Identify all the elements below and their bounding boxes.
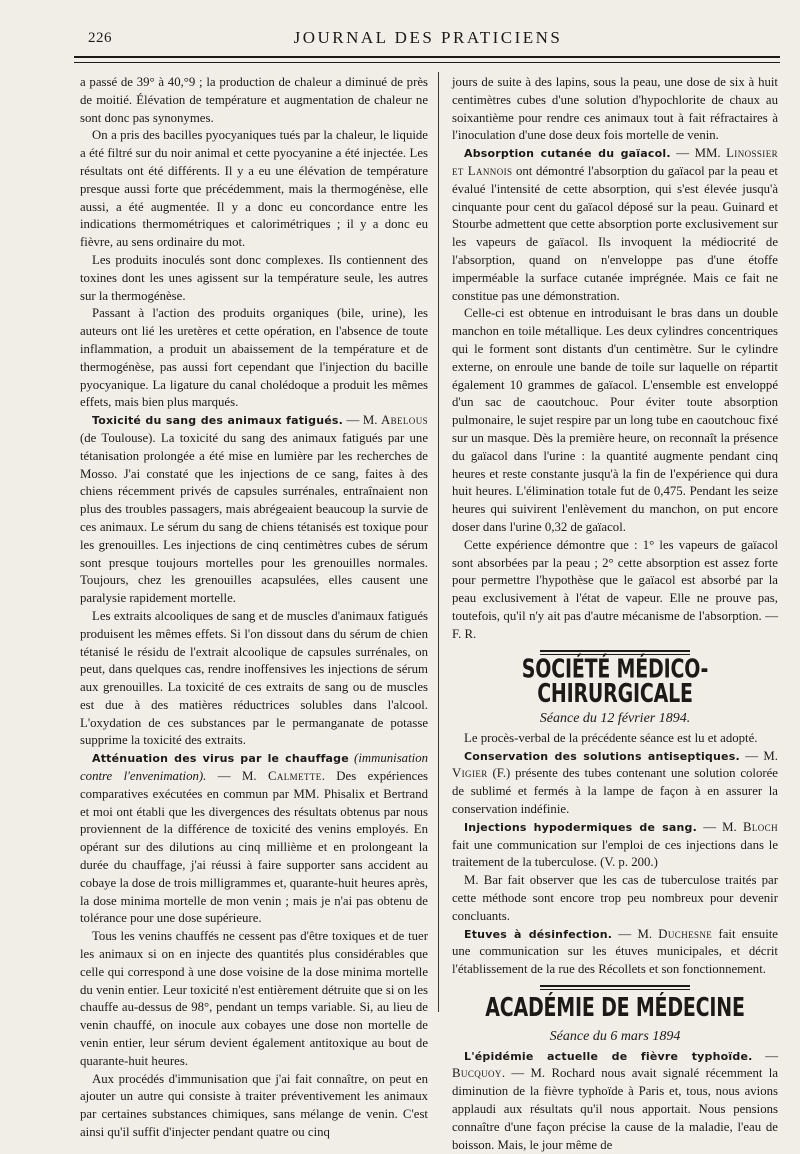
separator: — M. (206, 769, 268, 784)
paragraph-text: M. Bar fait observer que les cas de tuberculose traités par cette méthode sont encore trop peu nombreux pour devenir concluants. (452, 873, 778, 923)
seance-date-2: Séance du 6 mars 1894 (549, 1028, 681, 1044)
paragraph-text: a passé de 39° à 40,°9 ; la production de chaleur a diminué de près de moitié. Élévation de température et augmentation de chaleur ne sont donc pas synonymes. (80, 75, 428, 125)
section-ornament (540, 985, 690, 990)
author-name: Bloch (742, 819, 778, 834)
paragraph (80, 305, 428, 412)
author-name: Duchesne (658, 926, 713, 941)
right-column-top (452, 74, 778, 644)
seance-date-1: Séance du 12 février 1894. (539, 711, 691, 727)
paragraph-heading-italic: (immunisation contre l'envenimation). (80, 751, 428, 784)
paragraph (80, 252, 428, 305)
paragraph-heading: Absorption cutanée du gaïacol. (464, 147, 671, 161)
paragraph-text: On a pris des bacilles pyocyaniques tués par la chaleur, le liquide a été filtré sur du noir animal et cette pyocyanine a été injectée. Les résultats ont été différents. Il y a eu une élévation de température presque aussi forte que précédemment, mais la thermogénèse, elle aussi, a été augmentée. Il y a donc eu concordance entre les indications thermométriques et calorimétriques ; il y a donc eu fièvre, au sens ordinaire du mot. (80, 128, 428, 250)
section-title-academie: ACADÉMIE DE MÉDECINE (485, 992, 745, 1023)
paragraph (452, 926, 778, 979)
paragraph-text: Cette expérience démontre que : 1° les vapeurs de gaïacol sont absorbées par la peau ; 2° cette absorption est assez forte pour permettre l'hypothèse que le gaïacol est absorbé par la peau exclusivement à l'état de vapeur. Elle ne prouve pas, toutefois, qu'il n'y ait pas d'autre mécanisme de l'absorption. — F. R. (452, 537, 778, 641)
separator: — MM. (670, 146, 727, 161)
separator: — M. (697, 819, 743, 834)
paragraph (452, 748, 778, 819)
separator: — M. (612, 926, 659, 941)
paragraph-text: . Des expériences comparatives exécutées en commun par MM. Phisalix et Bertrand et moi ont établi que les divergences des résultats obtenus par nous proviennent de la différence de toxicité des venins employés. En opérant sur des dilutions au cinq millième et en prolongeant la durée du chauffage, j'ai réussi à faire supporter sans accident au cobaye la dose de trois milligrammes et, quarante-huit heures après, la dose minima mortelle de mon venin ; mais je n'ai pas obtenu de tolérance pour une dose supérieure. (80, 769, 429, 926)
paragraph-text: Passant à l'action des produits organiques (bile, urine), les auteurs ont lié les uretères et cette opération, en l'absence de toute inflammation, a produit un abaissement de la température et de thermogénèse, pas aussi fort cependant que l'injection du bacille pyocyanique. La ligature du canal cholédoque a produit les mêmes effets, mais bien plus marqués. (80, 306, 428, 410)
paragraph-text: Tous les venins chauffés ne cessent pas d'être toxiques et de tuer les animaux si on en injecte des quantités plus considérables que celle qui correspond à une dose voisine de la dose minima mortelle du venin entier. Leur toxicité n'est entièrement détruite que si on les chauffe au-dessus de 98°, pendant un temps variable. Si, au lieu de venin chauffé, on inocule aux cobayes une dose non mortelle de venin entier, leur sérum devient également antitoxique au bout de quarante-huit heures. (80, 929, 428, 1068)
paragraph (452, 145, 778, 305)
paragraph (452, 305, 778, 536)
paragraph (452, 819, 778, 872)
paragraph-text: Celle-ci est obtenue en introduisant le bras dans un double manchon en toile métallique. Les deux cylindres concentriques qui le forment sont distants d'un centimètre. Sur le cylindre externe, on enroule une bande de toile sur laquelle on répartit également 10 grammes de gaïacol. L'ensemble est enveloppé d'un sac de caoutchouc. Pour éviter toute absorption pulmonaire, le sujet respire par un long tube en caoutchouc fixé sur un masque. Dès la première heure, on reconnaît la présence du gaïacol dans l'urine : la quantité augmente pendant cinq heures et reste constante jusqu'à la fin de l'expérience qui dura huit heures. L'élimination totale fut de 0,475. Pendant les seize heures qui suivirent l'enlèvement du manchon, on put encore doser dans l'urine 0,32 de gaïacol. (452, 306, 778, 534)
paragraph (452, 74, 778, 145)
paragraph-heading: Injections hypodermiques de sang. (464, 820, 698, 834)
separator: — (752, 1048, 778, 1063)
paragraph-text: ont démontré l'absorption du gaïacol par la peau et évalué l'intensité de cette absorption, qui s'est élevée jusqu'à cinquante pour cent du gaïacol déposé sur la peau. Guinard et Stourbe admettent que cette absorption porte exclusivement sur les vapeurs de gaïacol. Ils invoquent la médiocrité de l'absorption, quand on n'enveloppe pas d'une étoffe imperméable la surface cutanée imprégnée. Mais ce fait ne constitue pas une démonstration. (452, 163, 778, 303)
paragraph-text: jours de suite à des lapins, sous la peau, une dose de six à huit centimètres cubes d'une solution d'hypochlorite de chaux au soixantième pour rendre ces animaux tout à fait réfractaires à l'inoculation d'une dose deux fois mortelle de venin. (452, 75, 778, 143)
journal-title: JOURNAL DES PRATICIENS (293, 28, 563, 47)
paragraph-text: Les extraits alcooliques de sang et de muscles d'animaux fatigués produisent les mêmes effets. Si l'on dissout dans du sérum de chien tétanisé le résidu de l'extrait alcoolique de capsules surrénales, on peut, dans quelques cas, rendre inoffensives les injections de sérum aux grenouilles. La toxicité de ces extraits de sang ou de muscles est due à des matières réductrices solubles dans l'alcool. L'oxydation de ces substances par le permanganate de potasse supprime la toxicité des extraits. (80, 608, 428, 748)
right-column-bottom (452, 1048, 778, 1154)
header-rule (74, 56, 780, 58)
paragraph (452, 872, 778, 925)
paragraph (80, 928, 428, 1070)
paragraph-text: Le procès-verbal de la précédente séance est lu et adopté. (464, 730, 758, 745)
paragraph-text: Aux procédés d'immunisation que j'ai fait connaître, on peut en ajouter un autre qui consiste à traiter préventivement les animaux par certaines substances chimiques, sans mélange de venin. C'est ainsi qu'il suffit d'injecter pendant quatre ou cinq (80, 1071, 428, 1140)
paragraph (80, 608, 428, 750)
paragraph (452, 1048, 778, 1154)
paragraph-text: . — M. Rochard nous avait signalé récemment la diminution de la fièvre typhoïde à Paris et, tous, nous avions applaudi aux résultats qu'il nous apportait. Nous pensions connaître d'une façon précise la cause de la maladie, l'eau de boisson. Mais, le jour même de (452, 1066, 778, 1152)
paragraph (80, 74, 428, 127)
header-rule-thin (74, 62, 780, 63)
page-number: 226 (88, 30, 112, 46)
paragraph (80, 412, 428, 608)
paragraph (80, 127, 428, 252)
paragraph (452, 730, 778, 748)
author-name: Bucquoy (452, 1066, 502, 1081)
page-header (74, 22, 782, 56)
paragraph-heading: Toxicité du sang des animaux fatigués. (92, 414, 344, 428)
paragraph-heading: L'épidémie actuelle de fièvre typhoïde. (464, 1049, 753, 1063)
paragraph-heading: Conservation des solutions antiseptiques. (464, 749, 740, 763)
paragraph (80, 750, 428, 928)
right-column-middle (452, 730, 778, 979)
author-name: Vigier (452, 766, 488, 781)
paragraph (80, 1071, 428, 1142)
column-separator (438, 72, 439, 1012)
paragraph-text: Les produits inoculés sont donc complexes. Ils contiennent des toxines dont les unes agissent sur la température seule, les autres sur la thermogénèse. (80, 252, 428, 303)
paragraph (452, 537, 778, 644)
paragraph-text: (de Toulouse). La toxicité du sang des animaux fatigués par une tétanisation prolongée a été mise en lumière par les recherches de Mosso. J'ai constaté que les injections de ce sang, faites à des chiens récemment privés de capsules surrénales, entraînaient non plus des troubles passagers, mais abrégeaient beaucoup la survie de ces animaux. Le sérum du sang de chiens tétanisés est toxique pour les grenouilles. Les injections de cinq centimètres cubes de sérum sont presque toujours mortelles pour les grenouilles normales. Toujours, chez les grenouilles acapsulées, elles causent une paralysie rapidement mortelle. (80, 430, 428, 606)
paragraph-heading: Etuves à désinfection. (464, 927, 613, 941)
author-name: Abelous (380, 413, 428, 428)
left-column (80, 74, 428, 1142)
separator: — M. (343, 413, 381, 428)
separator: — M. (739, 748, 778, 763)
paragraph-heading: Atténuation des virus par le chauffage (92, 752, 349, 766)
paragraph-text: fait ensuite une communication sur les étuves municipales, et décrit l'établissement de la rue des Récollets et son fonctionnement. (452, 926, 778, 977)
author-name: Linossier et Lannois (452, 146, 778, 178)
paragraph-text: (F.) présente des tubes contenant une solution colorée de sublimé et fermés à la lampe de façon à en assurer la conservation indéfinie. (452, 766, 778, 817)
paragraph-text: fait une communication sur l'emploi de ces injections dans le traitement de la tuberculose. (V. p. 200.) (452, 837, 778, 870)
section-title-societe: SOCIÉTÉ MÉDICO-CHIRURGICALE (521, 654, 709, 708)
right-column (452, 74, 778, 1154)
author-name: Calmette (267, 769, 322, 784)
